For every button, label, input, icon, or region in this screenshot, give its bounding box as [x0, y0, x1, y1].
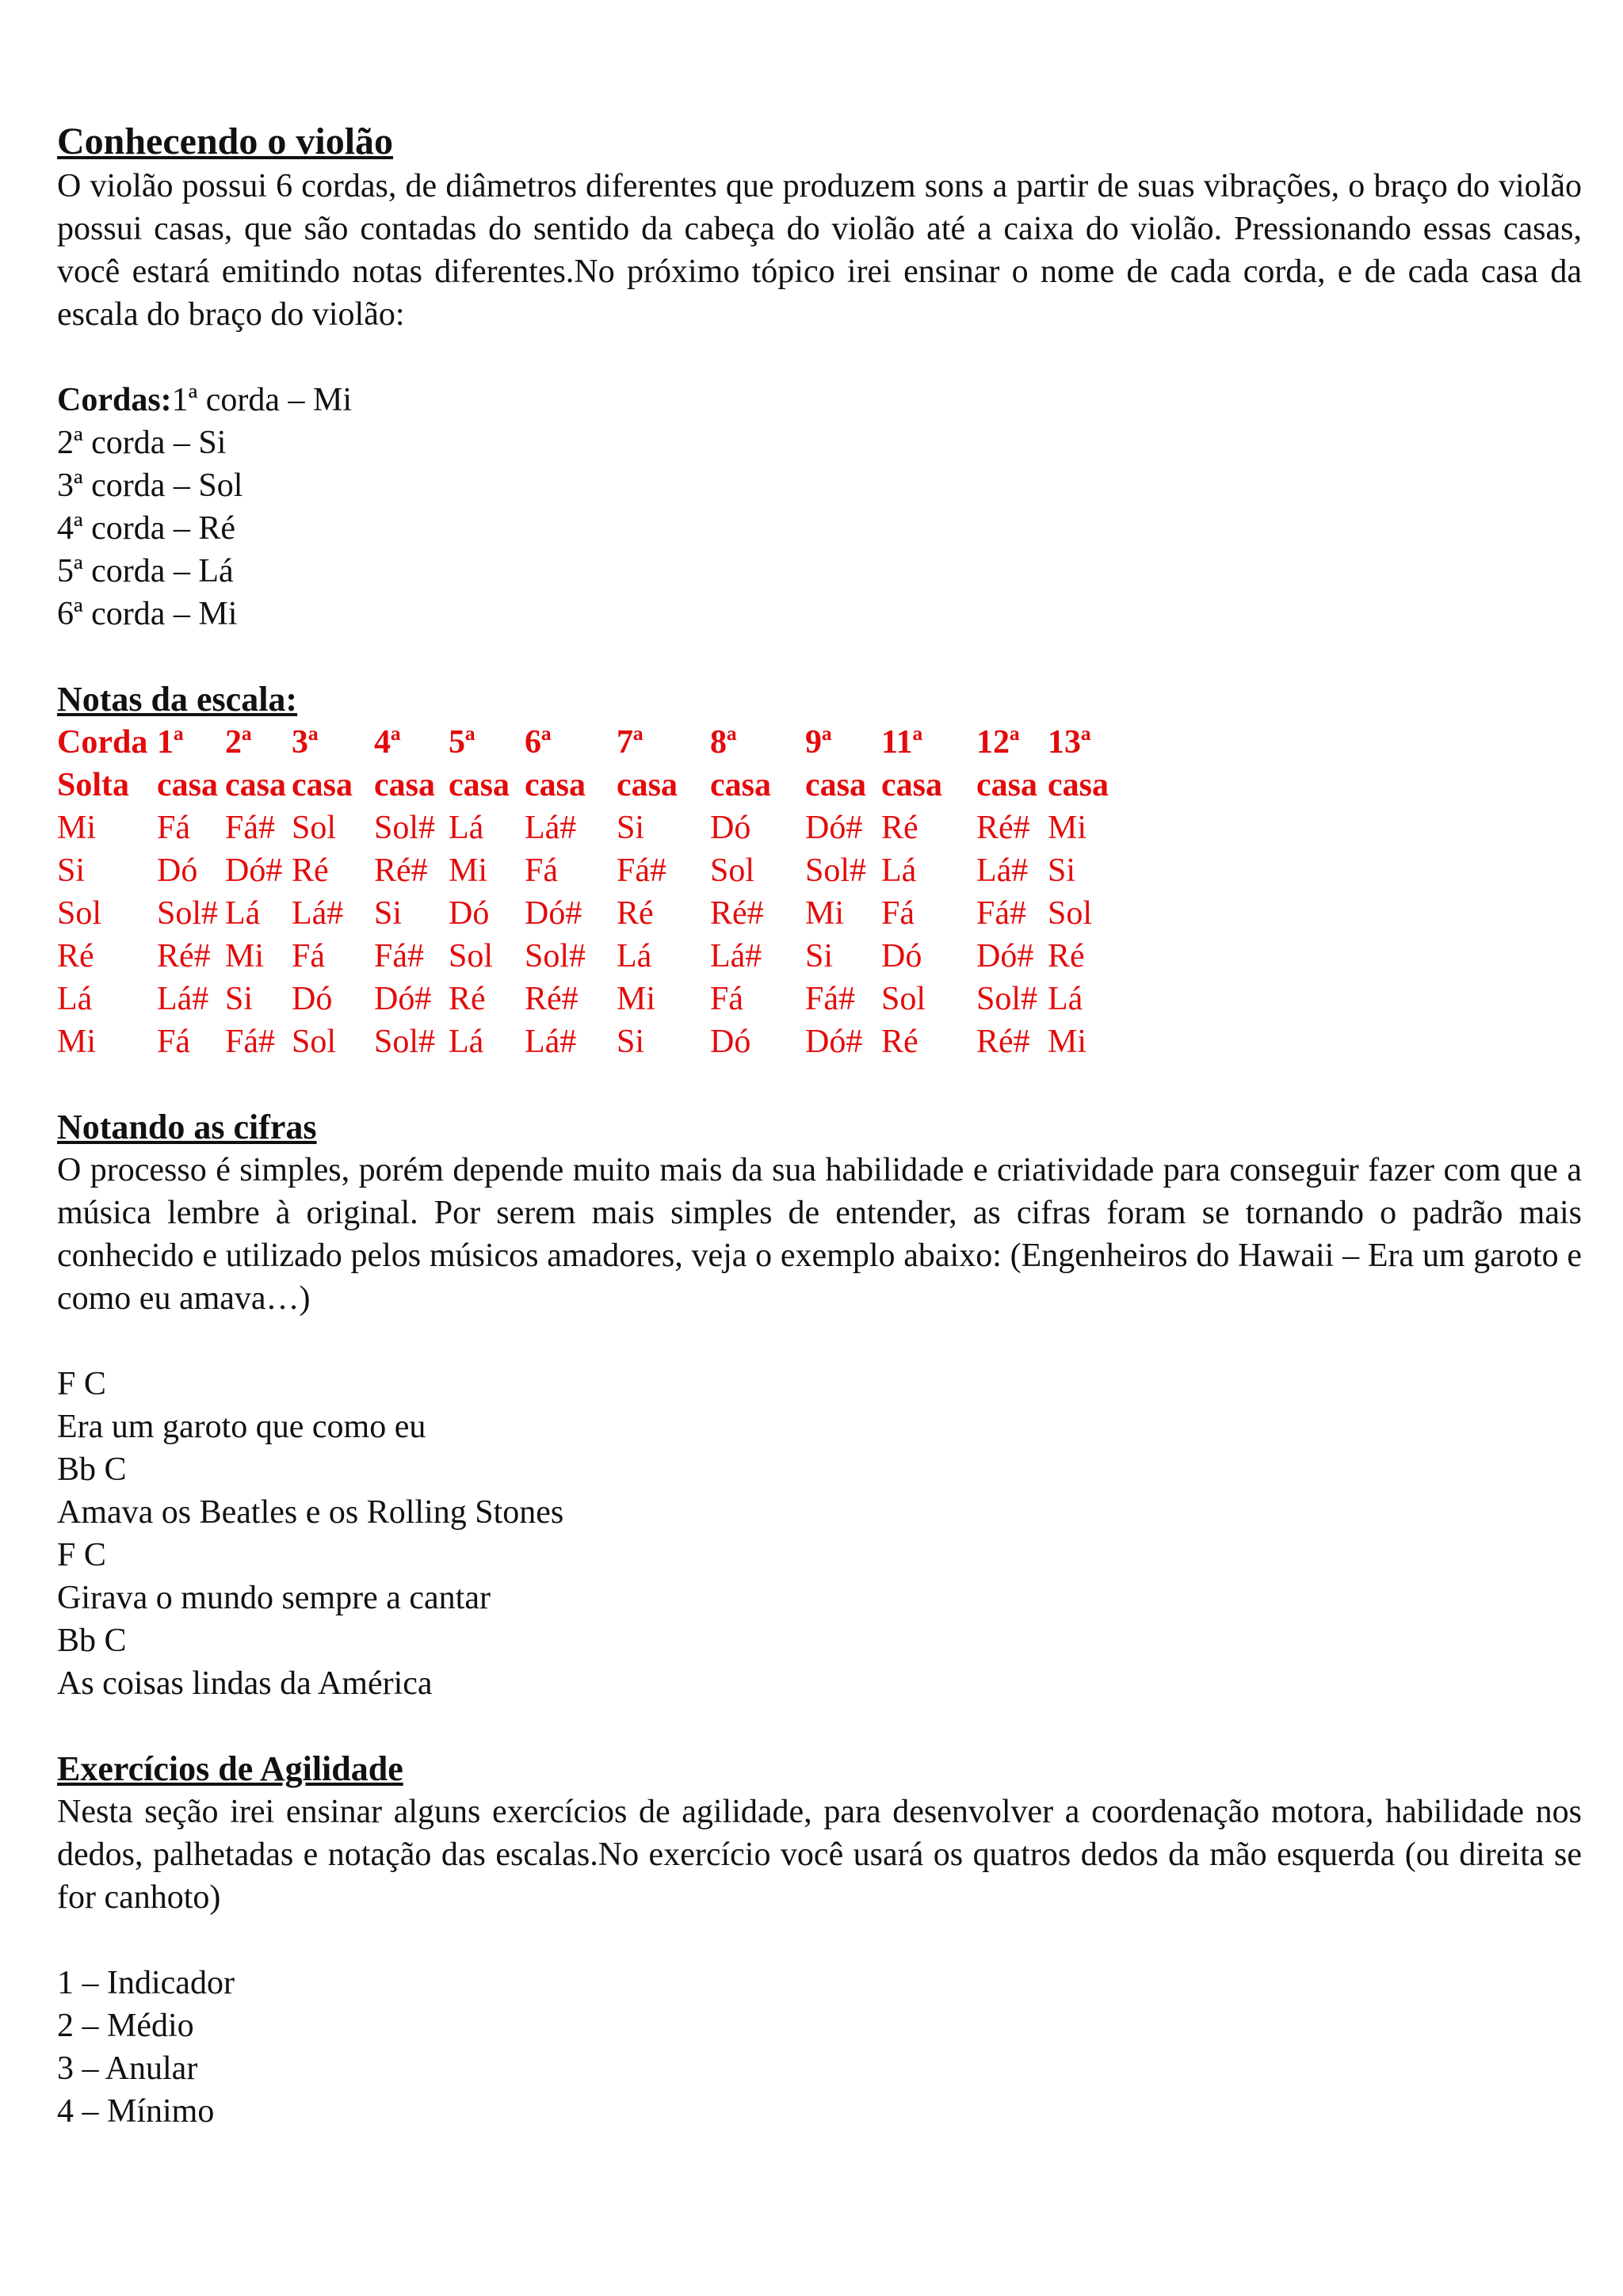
scale-note-cell: Sol#	[976, 981, 1038, 1017]
cordas-first-line	[57, 379, 1582, 421]
scale-note-cell: Sol	[292, 810, 337, 846]
chord-line: F C	[57, 1537, 106, 1573]
scale-note-cell: Dó#	[374, 981, 432, 1017]
scale-note-cell: Sol	[57, 895, 102, 932]
scale-header-cell: 8ª	[710, 724, 737, 761]
scale-note-cell: Ré	[292, 852, 329, 889]
scale-note-cell: Fá#	[617, 852, 666, 889]
scale-note-cell: Si	[57, 852, 86, 889]
scale-note-cell: Mi	[1048, 1024, 1087, 1060]
scale-header-cell: casa	[292, 767, 353, 803]
scale-note-cell: Mi	[57, 1024, 97, 1060]
scale-header-cell: Corda	[57, 724, 148, 761]
scale-note-cell: Ré	[617, 895, 654, 932]
lyric-line: Era um garoto que como eu	[57, 1409, 426, 1445]
scale-note-cell: Ré	[449, 981, 486, 1017]
scale-note-cell: Lá#	[157, 981, 209, 1017]
scale-note-cell: Lá	[57, 981, 93, 1017]
scale-note-cell: Mi	[617, 981, 656, 1017]
scale-note-cell: Fá#	[225, 1024, 275, 1060]
corda-item: 4ª corda – Ré	[57, 510, 236, 547]
scale-note-cell: Mi	[449, 852, 488, 889]
scale-note-cell: Mi	[225, 938, 265, 974]
scale-note-cell: Fá#	[225, 810, 275, 846]
scale-note-cell: Lá	[881, 852, 917, 889]
scale-note-cell: Fá	[292, 938, 325, 974]
scale-note-cell: Fá	[525, 852, 558, 889]
scale-header-cell: 5ª	[449, 724, 475, 761]
scale-note-cell: Si	[617, 1024, 645, 1060]
scale-note-cell: Lá#	[292, 895, 344, 932]
scale-note-cell: Sol#	[805, 852, 867, 889]
scale-header-cell: 11ª	[881, 724, 923, 761]
scale-header-cell: casa	[805, 767, 866, 803]
corda-item: 6ª corda – Mi	[57, 596, 238, 632]
lyric-line: Amava os Beatles e os Rolling Stones	[57, 1494, 564, 1531]
scale-note-cell: Dó#	[805, 1024, 863, 1060]
scale-note-cell: Lá#	[710, 938, 762, 974]
scale-note-cell: Dó	[157, 852, 198, 889]
scale-note-cell: Mi	[805, 895, 845, 932]
scale-header-cell: casa	[881, 767, 942, 803]
scale-note-cell: Sol#	[374, 1024, 436, 1060]
scale-note-cell: Dó#	[525, 895, 582, 932]
scale-note-cell: Dó	[710, 1024, 751, 1060]
scale-note-cell: Ré#	[374, 852, 428, 889]
scale-note-cell: Lá#	[525, 1024, 577, 1060]
finger-item: 3 – Anular	[57, 2050, 198, 2087]
scale-header-cell: casa	[525, 767, 586, 803]
scale-note-cell: Ré	[881, 1024, 918, 1060]
scale-note-cell: Lá	[449, 810, 484, 846]
scale-note-cell: Sol	[881, 981, 926, 1017]
scale-note-cell: Ré	[1048, 938, 1085, 974]
section-title-agilidade: Exercícios de Agilidade	[57, 1749, 403, 1788]
finger-item: 4 – Mínimo	[57, 2093, 215, 2130]
scale-header-cell: 4ª	[374, 724, 401, 761]
document-page	[57, 119, 1582, 2133]
scale-note-cell: Ré#	[976, 810, 1030, 846]
corda-item: 5ª corda – Lá	[57, 553, 234, 589]
scale-note-cell: Lá	[449, 1024, 484, 1060]
chord-line: F C	[57, 1366, 106, 1402]
scale-header-cell: casa	[976, 767, 1037, 803]
scale-header-cell: 6ª	[525, 724, 552, 761]
scale-note-cell: Sol	[292, 1024, 337, 1060]
scale-note-cell: Ré#	[525, 981, 579, 1017]
scale-header-cell: Solta	[57, 767, 130, 803]
scale-note-cell: Fá#	[374, 938, 424, 974]
scale-header-cell: 13ª	[1048, 724, 1091, 761]
scale-header-cell: casa	[710, 767, 771, 803]
scale-note-cell: Lá#	[525, 810, 577, 846]
scale-note-cell: Si	[374, 895, 403, 932]
scale-note-cell: Ré#	[157, 938, 211, 974]
scale-header-cell: 7ª	[617, 724, 643, 761]
scale-note-cell: Lá#	[976, 852, 1029, 889]
scale-note-cell: Mi	[57, 810, 97, 846]
scale-header-cell: 9ª	[805, 724, 832, 761]
scale-note-cell: Dó#	[805, 810, 863, 846]
scale-header-cell: 12ª	[976, 724, 1020, 761]
intro-paragraph: O violão possui 6 cordas, de diâmetros diferentes que produzem sons a partir de suas vibrações, o braço do violão possui casas, que são contadas do sentido da cabeça do violão até a caixa do violão. Pressionando essas casas, você estará emitindo notas diferentes.No próximo tópico irei ensinar o nome de cada corda, e de cada casa da escala do braço do violão:	[57, 168, 1582, 333]
scale-note-cell: Sol	[1048, 895, 1093, 932]
lyric-line: As coisas lindas da América	[57, 1665, 433, 1702]
scale-note-cell: Dó	[449, 895, 490, 932]
scale-note-cell: Ré#	[976, 1024, 1030, 1060]
lyric-line: Girava o mundo sempre a cantar	[57, 1580, 491, 1616]
section-title-cifras: Notando as cifras	[57, 1108, 317, 1146]
scale-note-cell: Ré	[57, 938, 94, 974]
scale-notes-table	[57, 721, 1246, 1063]
scale-note-cell: Ré	[881, 810, 918, 846]
scale-header-cell: 3ª	[292, 724, 319, 761]
scale-note-cell: Si	[225, 981, 254, 1017]
scale-note-cell: Si	[805, 938, 834, 974]
scale-note-cell: Fá	[157, 1024, 190, 1060]
scale-note-cell: Sol#	[157, 895, 219, 932]
corda-item: 2ª corda – Si	[57, 425, 227, 461]
scale-note-cell: Fá#	[805, 981, 855, 1017]
chord-line: Bb C	[57, 1451, 127, 1488]
chord-line: Bb C	[57, 1623, 127, 1659]
corda-item: 3ª corda – Sol	[57, 467, 243, 504]
scale-header-cell: 1ª	[157, 724, 184, 761]
scale-note-cell: Si	[617, 810, 645, 846]
scale-note-cell: Sol#	[374, 810, 436, 846]
scale-note-cell: Dó	[292, 981, 333, 1017]
scale-note-cell: Lá	[617, 938, 652, 974]
finger-item: 2 – Médio	[57, 2008, 194, 2044]
scale-header-cell: casa	[374, 767, 435, 803]
section-title-notas: Notas da escala:	[57, 680, 298, 719]
scale-note-cell: Lá	[1048, 981, 1083, 1017]
scale-header-cell: casa	[1048, 767, 1109, 803]
scale-note-cell: Dó	[881, 938, 922, 974]
scale-note-cell: Lá	[225, 895, 261, 932]
scale-note-cell: Dó	[710, 810, 751, 846]
scale-header-cell: 2ª	[225, 724, 252, 761]
scale-header-cell: casa	[225, 767, 286, 803]
corda-item: 1ª corda – Mi	[171, 382, 353, 418]
scale-note-cell: Sol	[449, 938, 494, 974]
scale-note-cell: Fá#	[976, 895, 1026, 932]
scale-note-cell: Sol	[710, 852, 755, 889]
cifras-paragraph: O processo é simples, porém depende muito mais da sua habilidade e criatividade para conseguir fazer com que a música lembre à original. Por serem mais simples de entender, as cifras foram se tornando o padrão mais conhecido e utilizado pelos músicos amadores, veja o exemplo abaixo: (Engenheiros do Hawaii – Era um garoto e como eu amava…)	[57, 1152, 1582, 1317]
scale-note-cell: Fá	[710, 981, 743, 1017]
scale-note-cell: Fá	[881, 895, 915, 932]
scale-note-cell: Dó#	[225, 852, 283, 889]
cordas-label: Cordas:	[57, 382, 172, 418]
scale-header-cell: casa	[157, 767, 218, 803]
scale-note-cell: Mi	[1048, 810, 1087, 846]
agilidade-paragraph: Nesta seção irei ensinar alguns exercícios de agilidade, para desenvolver a coordenação motora, habilidade nos dedos, palhetadas e notação das escalas.No exercício você usará os quatros dedos da mão esquerda (ou direita se for canhoto)	[57, 1794, 1582, 1916]
scale-note-cell: Fá	[157, 810, 190, 846]
finger-item: 1 – Indicador	[57, 1965, 235, 2001]
scale-header-cell: casa	[617, 767, 678, 803]
scale-note-cell: Ré#	[710, 895, 764, 932]
scale-note-cell: Dó#	[976, 938, 1034, 974]
scale-note-cell: Sol#	[525, 938, 586, 974]
scale-header-cell: casa	[449, 767, 510, 803]
section-title-conhecendo: Conhecendo o violão	[57, 120, 394, 162]
scale-note-cell: Si	[1048, 852, 1076, 889]
